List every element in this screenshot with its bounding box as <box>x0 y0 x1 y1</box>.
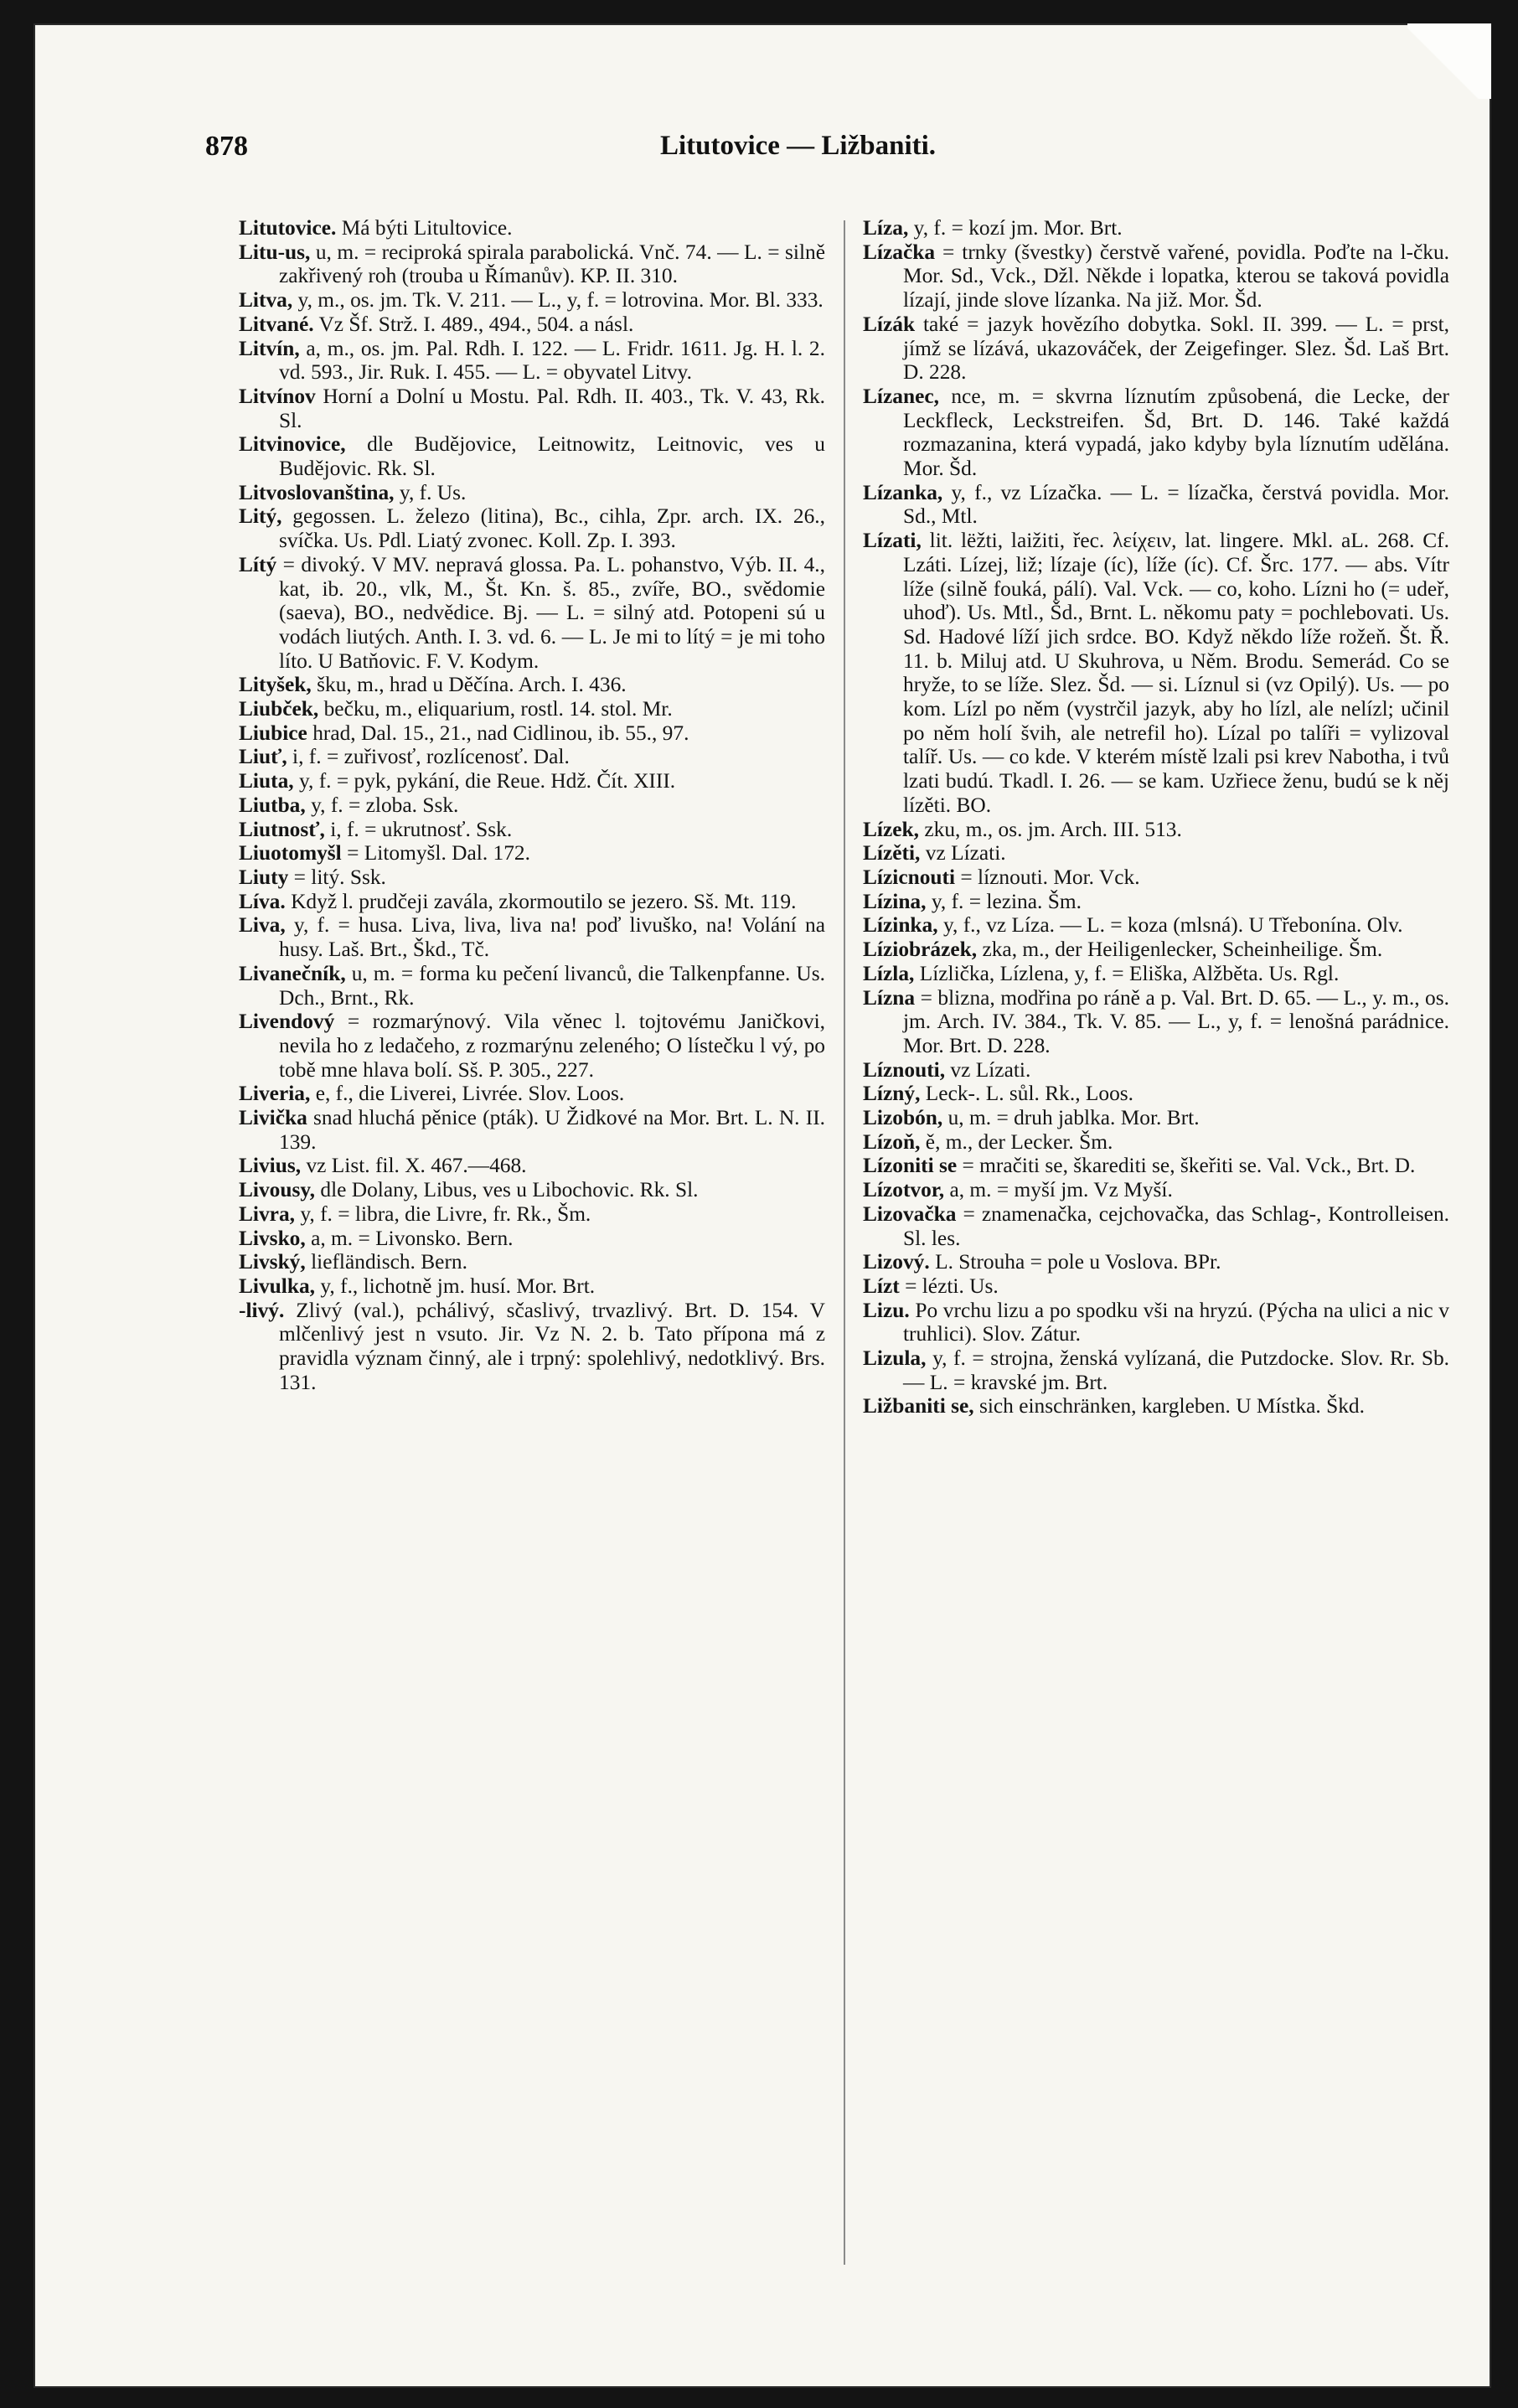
entry-definition: vz Lízati. <box>925 841 1006 866</box>
entry-headword: Liuotomyšl <box>239 841 342 866</box>
dictionary-entry <box>863 841 1449 866</box>
entry-headword: Líziobrázek, <box>863 938 978 962</box>
entry-headword: Livendový <box>239 1010 335 1034</box>
entry-headword: Liuta, <box>239 769 294 793</box>
entry-definition: = litý. Ssk. <box>293 865 386 889</box>
entry-definition: Když l. prudčeji zavála, zkormoutilo se jezero. Sš. Mt. 119. <box>291 889 797 913</box>
entry-headword: Lízoniti se <box>863 1154 958 1178</box>
entry-headword: Litvinovice, <box>239 432 346 457</box>
entry-definition: = trnky (švestky) čerstvě vařené, povidla. Poďte na l-čku. Mor. Sd., Vck., Džl. Někde i lopatka, kterou se taková povidla lízají, jinde slove lízanka. Na již. Mor. Šd. <box>903 240 1449 313</box>
entry-headword: Ližbaniti se, <box>863 1394 974 1418</box>
entry-headword: Lízt <box>863 1274 900 1298</box>
entry-headword: Lízina, <box>863 889 927 913</box>
left-column <box>239 216 825 1394</box>
dictionary-entry <box>239 1227 825 1251</box>
dictionary-entry <box>863 481 1449 529</box>
dictionary-entry <box>239 1274 825 1299</box>
dictionary-entry <box>863 529 1449 817</box>
entry-definition: = lézti. Us. <box>905 1274 999 1298</box>
entry-headword: Litvané. <box>239 312 314 336</box>
dictionary-entry <box>239 313 825 337</box>
dictionary-entry <box>863 986 1449 1058</box>
entry-definition: = znamenačka, cejchovačka, das Schlag-, Kontrolleisen. Sl. les. <box>903 1201 1449 1250</box>
entry-definition: = Litomyšl. Dal. 172. <box>347 841 530 866</box>
entry-definition: lit. lëžti, laižiti, řec. λείχειν, lat. lingere. Mkl. aL. 268. Cf. Lzáti. Lízej, liž; lízaje (íc), líže (íc). Cf. Šrc. 177. — abs. Vítr líže (silně fouká, pálí). Val. Vck. — co, koho. Lízni ho (= udeř, uhoď). Us. Mtl., Šd., Brnt. L. někomu paty = pochlebovati. Us. Sd. Hadové líží jich srdce. BO. Když někdo líže rožeň. Št. Ř. 11. b. Miluj atd. U Skuhrova, u Něm. Brodu. Semerád. Co se hryže, to se líže. Slez. Šd. — si. Líznul si (vz Opilý). Us. — po kom. Lízl po něm (vystrčil jazyk, aby ho lízl, ale nelízl; učinil po něm holí švih, ale netrefil ho). Lízal po talíři = vylizoval talíř. Us. — co kde. V kterém místě lzali psi krev Nabotha, i tvů lzati budú. Tkadl. I. 26. — se kam. Uzřiece ženu, budú se k něj lízěti. BO. <box>903 529 1449 817</box>
dictionary-entry <box>239 1106 825 1154</box>
entry-definition: Má býti Litultovice. <box>341 216 513 240</box>
entry-definition: L. Strouha = pole u Voslova. BPr. <box>935 1250 1221 1274</box>
dictionary-entry <box>239 1010 825 1082</box>
entry-definition: y, f., lichotně jm. husí. Mor. Brt. <box>320 1274 596 1298</box>
entry-definition: Horní a Dolní u Mostu. Pal. Rdh. II. 403., Tk. V. 43, Rk. Sl. <box>279 384 825 432</box>
entry-definition: snad hluchá pěnice (pták). U Židkové na Mor. Brt. L. N. II. 139. <box>279 1106 825 1154</box>
entry-headword: Livsko, <box>239 1226 306 1250</box>
entry-definition: Vz Šf. Strž. I. 489., 494., 504. a násl. <box>318 312 634 336</box>
entry-headword: Lízna <box>863 985 916 1010</box>
entry-definition: šku, m., hrad u Děčína. Arch. I. 436. <box>317 673 627 697</box>
entry-headword: Lízanec, <box>863 384 939 408</box>
dictionary-entry <box>239 962 825 1010</box>
dictionary-entry <box>239 337 825 385</box>
dictionary-entry <box>863 938 1449 962</box>
entry-headword: Liutnosť, <box>239 817 325 841</box>
dictionary-entry <box>239 1299 825 1395</box>
entry-headword: Lizovačka <box>863 1201 957 1226</box>
entry-definition: i, f. = ukrutnosť. Ssk. <box>330 817 513 841</box>
entry-definition: y, f. = husa. Liva, liva, liva na! poď livuško, na! Volání na husy. Laš. Brt., Škd., Tč. <box>279 913 825 962</box>
dictionary-entry <box>239 1154 825 1178</box>
entry-headword: Liubček, <box>239 697 319 721</box>
entry-headword: Lízla, <box>863 961 915 985</box>
entry-definition: y, f. Us. <box>399 480 467 504</box>
entry-definition: a, m. = myší jm. Vz Myší. <box>949 1178 1173 1202</box>
entry-headword: Livius, <box>239 1154 302 1178</box>
entry-headword: Lizula, <box>863 1346 927 1371</box>
entry-headword: Litu-us, <box>239 240 311 264</box>
entry-headword: Lizu. <box>863 1298 910 1322</box>
entry-headword: Livulka, <box>239 1274 316 1298</box>
entry-definition: Lízlička, Lízlena, y, f. = Eliška, Alžběta. Us. Rgl. <box>919 961 1340 985</box>
entry-definition: y, f. = strojna, ženská vylízaná, die Putzdocke. Slov. Rr. Sb. — L. = kravské jm. Brt. <box>903 1346 1449 1394</box>
entry-definition: liefländisch. Bern. <box>311 1250 467 1274</box>
entry-headword: Lízoň, <box>863 1129 921 1154</box>
entry-definition: y, f. = libra, die Livre, fr. Rk., Šm. <box>300 1201 591 1226</box>
dictionary-entry <box>239 913 825 961</box>
entry-headword: Liveria, <box>239 1082 311 1106</box>
dictionary-entry <box>863 1394 1449 1418</box>
dictionary-entry <box>239 216 825 240</box>
dictionary-entry <box>239 432 825 480</box>
entry-headword: Lízinka, <box>863 913 938 938</box>
entry-definition: y, m., os. jm. Tk. V. 211. — L., y, f. = lotrovina. Mor. Bl. 333. <box>297 288 824 313</box>
entry-headword: Litvínov <box>239 384 316 408</box>
dictionary-entry <box>863 866 1449 890</box>
entry-definition: y, f. = pyk, pykání, die Reue. Hdž. Čít. XIII. <box>298 769 676 793</box>
entry-definition: y, f. = zloba. Ssk. <box>311 793 459 817</box>
entry-definition: y, f., vz Lízačka. — L. = lízačka, čerstvá povidla. Mor. Sd., Mtl. <box>903 480 1449 529</box>
dictionary-entry <box>863 1202 1449 1250</box>
entry-definition: hrad, Dal. 15., 21., nad Cidlinou, ib. 55., 97. <box>312 721 689 745</box>
entry-definition: dle Dolany, Libus, ves u Libochovic. Rk. Sl. <box>320 1178 699 1202</box>
entry-definition: vz List. fil. X. 467.—468. <box>306 1154 527 1178</box>
dictionary-entry <box>863 313 1449 385</box>
entry-definition: ě, m., der Lecker. Šm. <box>925 1129 1113 1154</box>
entry-definition: u, m. = druh jablka. Mor. Brt. <box>947 1106 1200 1130</box>
entry-headword: Lizový. <box>863 1250 930 1274</box>
entry-definition: dle Budějovice, Leitnowitz, Leitnovic, ves u Budějovic. Rk. Sl. <box>279 432 825 481</box>
entry-definition: a, m. = Livonsko. Bern. <box>311 1226 514 1250</box>
entry-headword: Liuty <box>239 865 289 889</box>
dictionary-entry <box>863 1299 1449 1346</box>
entry-headword: Litvoslovanština, <box>239 480 395 504</box>
entry-definition: Zlivý (val.), pchálivý, sčaslivý, trvazlivý. Brt. D. 154. V mlčenlivý jest n vsuto. Jir. Vz N. 2. b. Tato přípona má z pravidla význam činný, ale i trpný: spolehlivý, nedotklivý. Brs. 131. <box>279 1298 826 1394</box>
entry-headword: Lítý <box>239 552 277 576</box>
dictionary-entry <box>239 841 825 866</box>
entry-definition: vz Lízati. <box>950 1057 1031 1082</box>
dictionary-entry <box>239 890 825 914</box>
entry-definition: = mračiti se, škarediti se, škeřiti se. Val. Vck., Brt. D. <box>962 1154 1416 1178</box>
folded-corner <box>1407 23 1491 99</box>
entry-headword: Lízný, <box>863 1082 921 1106</box>
entry-definition: také = jazyk hovězího dobytka. Sokl. II. 399. — L. = prst, jímž se lízává, ukazováček, der Zeigefinger. Slez. Šd. Laš Brt. D. 228. <box>903 312 1449 385</box>
entry-definition: = líznouti. Mor. Vck. <box>960 865 1140 889</box>
entry-headword: Litý, <box>239 504 282 529</box>
page-header <box>205 131 1391 173</box>
dictionary-entry <box>239 481 825 505</box>
entry-definition: zka, m., der Heiligenlecker, Scheinheilige. Šm. <box>982 938 1383 962</box>
column-rule <box>844 220 845 2265</box>
dictionary-entry <box>239 745 825 769</box>
entry-headword: Lízěti, <box>863 841 921 866</box>
entry-definition: bečku, m., eliquarium, rostl. 14. stol. Mr. <box>323 697 673 721</box>
entry-definition: y, f., vz Líza. — L. = koza (mlsná). U Třebonína. Olv. <box>942 913 1403 938</box>
entry-headword: Líza, <box>863 216 909 240</box>
dictionary-entry <box>863 890 1449 914</box>
dictionary-entry <box>239 673 825 697</box>
entry-definition: e, f., die Liverei, Livrée. Slov. Loos. <box>315 1082 625 1106</box>
dictionary-entry <box>863 1106 1449 1130</box>
entry-headword: Liubice <box>239 721 307 745</box>
entry-definition: u, m. = reciproká spirala parabolická. Vnč. 74. — L. = silně zakřivený roh (trouba u Římanův). KP. II. 310. <box>279 240 825 288</box>
entry-definition: a, m., os. jm. Pal. Rdh. I. 122. — L. Fridr. 1611. Jg. H. l. 2. vd. 593., Jir. Ruk. I. 455. — L. = obyvatel Litvy. <box>279 336 825 385</box>
dictionary-entry <box>863 962 1449 986</box>
dictionary-entry <box>239 721 825 746</box>
dictionary-entry <box>863 1178 1449 1202</box>
dictionary-entry <box>239 1178 825 1202</box>
dictionary-entry <box>863 913 1449 938</box>
entry-definition: = rozmarýnový. Vila věnec l. tojtovému Janičkovi, nevila ho z ledačeho, z rozmarýnu zeleného; O lístečku l vý, po tobě mne hlava bolí. Sš. P. 305., 227. <box>279 1010 825 1082</box>
dictionary-entry <box>863 216 1449 240</box>
dictionary-entry <box>863 1058 1449 1083</box>
entry-headword: Liuť, <box>239 745 287 769</box>
dictionary-entry <box>863 818 1449 842</box>
entry-definition: nce, m. = skvrna líznutím způsobená, die Lecke, der Leckfleck, Leckstreifen. Šd, Brt. D. 146. Také každá rozmazanina, která vypadá, jako kdyby byla líznutím udělána. Mor. Šd. <box>903 384 1449 481</box>
entry-headword: Lízačka <box>863 240 936 264</box>
entry-definition: u, m. = forma ku pečení livanců, die Talkenpfanne. Us. Dch., Brnt., Rk. <box>279 961 825 1010</box>
dictionary-entry <box>239 866 825 890</box>
entry-headword: Lízotvor, <box>863 1178 945 1202</box>
entry-headword: Lízák <box>863 312 916 336</box>
entry-headword: Livský, <box>239 1250 306 1274</box>
dictionary-entry <box>863 1154 1449 1178</box>
dictionary-entry <box>239 769 825 793</box>
dictionary-entry <box>239 288 825 313</box>
entry-headword: Livra, <box>239 1201 295 1226</box>
entry-headword: Livanečník, <box>239 961 346 985</box>
entry-headword: Livousy, <box>239 1178 316 1202</box>
dictionary-entry <box>239 553 825 674</box>
entry-definition: gegossen. L. železo (litina), Bc., cihla, Zpr. arch. IX. 26., svíčka. Us. Pdl. Liatý zvonec. Koll. Zp. I. 393. <box>279 504 825 553</box>
running-head: Litutovice — Ližbaniti. <box>659 131 937 161</box>
right-column <box>863 216 1449 1418</box>
dictionary-entry <box>239 818 825 842</box>
dictionary-entry <box>863 1274 1449 1299</box>
dictionary-entry <box>239 1250 825 1274</box>
entry-headword: Lízicnouti <box>863 865 956 889</box>
entry-headword: Litutovice. <box>239 216 337 240</box>
dictionary-entry <box>239 697 825 721</box>
dictionary-entry <box>239 1082 825 1106</box>
page-number: 878 <box>205 131 248 162</box>
entry-headword: Litvín, <box>239 336 300 360</box>
entry-definition: Po vrchu lizu a po spodku vši na hryzú. (Pýcha na ulici a nic v truhlici). Slov. Zátur. <box>903 1298 1449 1346</box>
entry-definition: = blizna, modřina po ráně a p. Val. Brt. D. 65. — L., y. m., os. jm. Arch. IV. 384., Tk. V. 85. — L., y, f. = lenošná parádnice. Mor. Brt. D. 228. <box>903 985 1449 1057</box>
entry-headword: Lízek, <box>863 817 919 841</box>
entry-headword: Líznouti, <box>863 1057 946 1082</box>
entry-headword: Liutba, <box>239 793 306 817</box>
dictionary-entry <box>863 1346 1449 1394</box>
entry-definition: = divoký. V MV. nepravá glossa. Pa. L. pohanstvo, Výb. II. 4., kat, ib. 20., vlk, M., Št. Kn. š. 85., zvíře, BO., svědomie (saeva), BO., nedvědice. Bj. — L. = silný atd. Potopeni sú u vodách liutých. Anth. I. 3. vd. 6. — L. Je mi to lítý = je mi toho líto. U Batňovic. F. V. Kodym. <box>279 552 825 673</box>
entry-definition: Leck-. L. sůl. Rk., Loos. <box>925 1082 1134 1106</box>
entry-headword: Livička <box>239 1106 307 1130</box>
dictionary-entry <box>239 504 825 552</box>
entry-definition: y, f. = lezina. Šm. <box>931 889 1082 913</box>
entry-headword: -livý. <box>239 1298 285 1322</box>
entry-headword: Lízati, <box>863 529 922 553</box>
dictionary-entry <box>863 240 1449 313</box>
dictionary-entry <box>863 1130 1449 1155</box>
entry-headword: Lizobón, <box>863 1106 943 1130</box>
dictionary-entry <box>239 240 825 288</box>
dictionary-entry <box>863 385 1449 481</box>
dictionary-entry <box>239 1202 825 1227</box>
entry-headword: Líva. <box>239 889 286 913</box>
entry-headword: Lízanka, <box>863 480 943 504</box>
dictionary-entry <box>863 1250 1449 1274</box>
dictionary-page <box>34 23 1491 2388</box>
entry-definition: sich einschränken, kargleben. U Místka. Škd. <box>978 1394 1365 1418</box>
entry-headword: Lityšek, <box>239 673 312 697</box>
dictionary-entry <box>239 385 825 432</box>
entry-headword: Liva, <box>239 913 286 938</box>
entry-headword: Litva, <box>239 288 293 313</box>
entry-definition: y, f. = kozí jm. Mor. Brt. <box>913 216 1123 240</box>
entry-definition: i, f. = zuřivosť, rozlícenosť. Dal. <box>292 745 570 769</box>
dictionary-entry <box>239 793 825 818</box>
entry-definition: zku, m., os. jm. Arch. III. 513. <box>924 817 1182 841</box>
dictionary-entry <box>863 1082 1449 1106</box>
